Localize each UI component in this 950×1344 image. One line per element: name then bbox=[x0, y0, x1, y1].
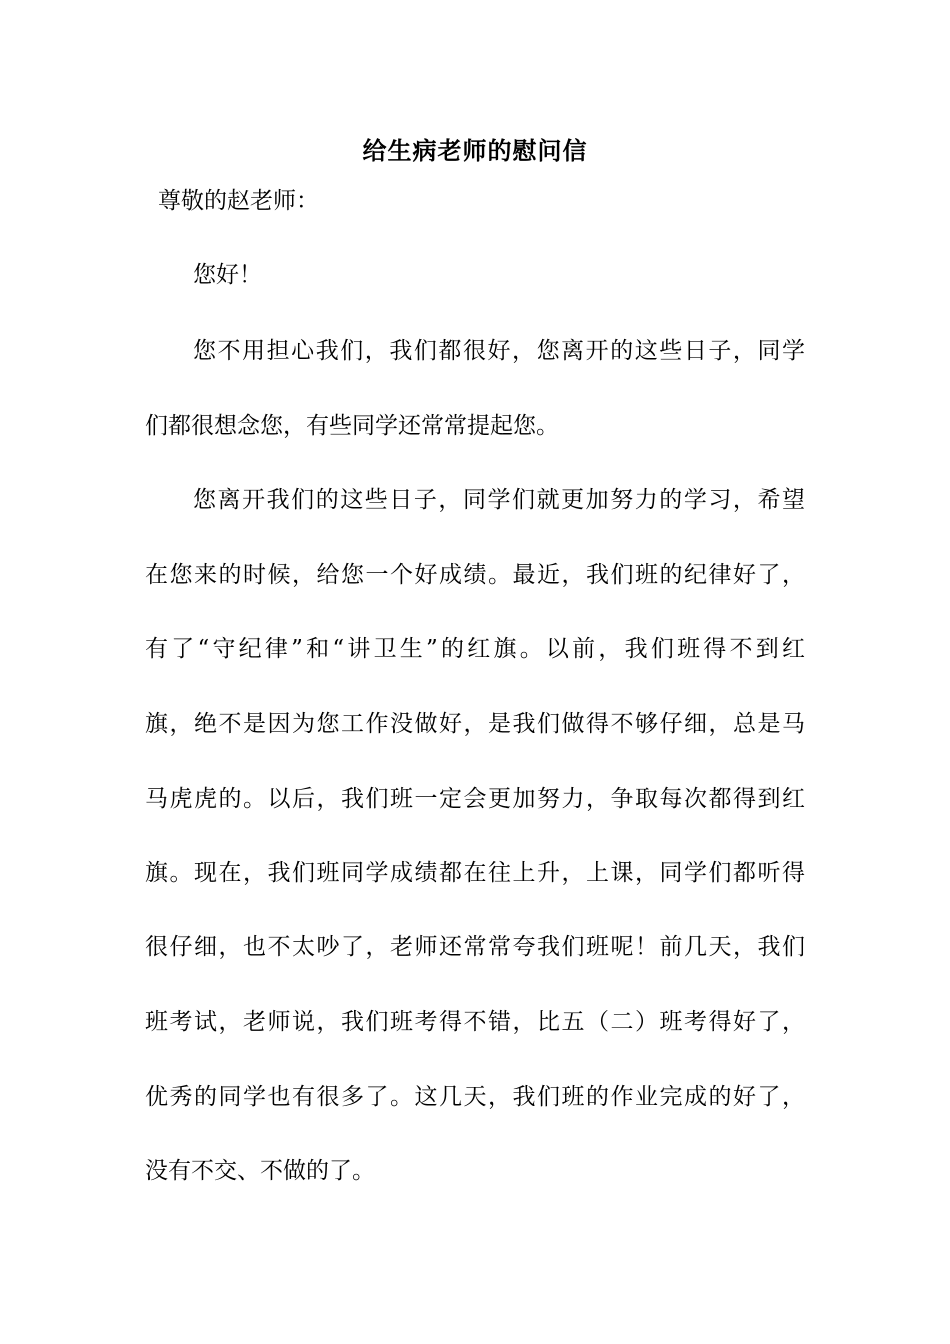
paragraph-line: 您离开我们的这些日子，同学们就更加努力的学习，希望 bbox=[193, 487, 805, 513]
paragraph-line: 旗。现在，我们班同学成绩都在往上升，上课，同学们都听得 bbox=[145, 860, 805, 886]
paragraph-line: 有了“守纪律”和“讲卫生”的红旗。以前，我们班得不到红 bbox=[145, 636, 805, 662]
paragraph-line: 班考试，老师说，我们班考得不错，比五（二）班考得好了， bbox=[145, 1009, 805, 1035]
paragraph-line: 很仔细，也不太吵了，老师还常常夸我们班呢！前几天，我们 bbox=[145, 934, 805, 960]
greeting-line: 您好！ bbox=[193, 262, 262, 288]
paragraph-line: 没有不交、不做的了。 bbox=[145, 1158, 375, 1184]
paragraph-line: 在您来的时候，给您一个好成绩。最近，我们班的纪律好了， bbox=[145, 562, 805, 588]
paragraph-line: 马虎虎的。以后，我们班一定会更加努力，争取每次都得到红 bbox=[145, 786, 805, 812]
paragraph-line: 旗，绝不是因为您工作没做好，是我们做得不够仔细，总是马 bbox=[145, 711, 805, 737]
document-title: 给生病老师的慰问信 bbox=[362, 136, 588, 165]
salutation: 尊敬的赵老师： bbox=[158, 188, 319, 214]
paragraph-line: 优秀的同学也有很多了。这几天，我们班的作业完成的好了， bbox=[145, 1084, 805, 1110]
paragraph-line: 们都很想念您，有些同学还常常提起您。 bbox=[145, 413, 559, 439]
paragraph-line: 您不用担心我们，我们都很好，您离开的这些日子，同学 bbox=[193, 338, 805, 364]
